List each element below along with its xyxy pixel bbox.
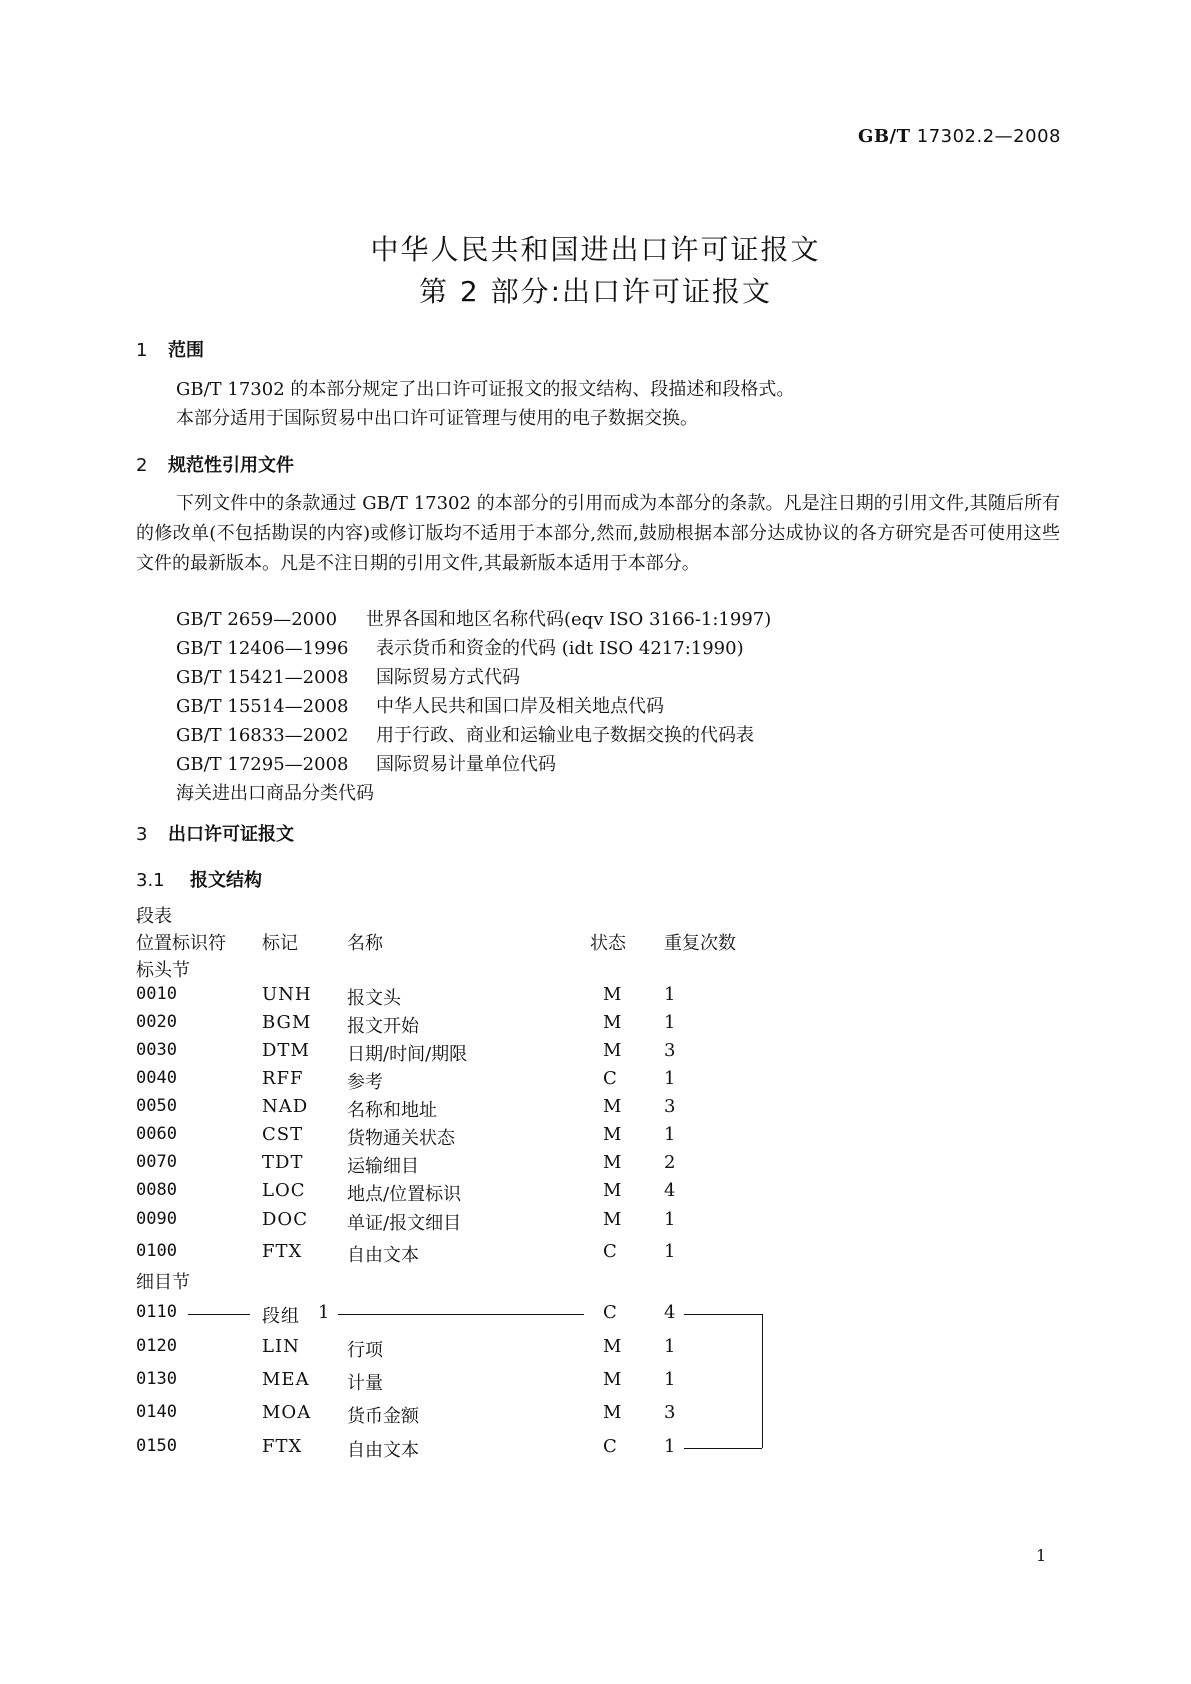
- table-row: 0070 TDT 运输细目 M 2: [136, 1152, 676, 1177]
- reference-item: GB/T 15421—2008 国际贸易方式代码: [176, 667, 520, 688]
- reference-item: GB/T 2659—2000 世界各国和地区名称代码(eqv ISO 3166-1:1997): [176, 609, 772, 630]
- table-row: 0050 NAD 名称和地址 M 3: [136, 1096, 676, 1121]
- table-row: 0030 DTM 日期/时间/期限 M 3: [136, 1040, 676, 1065]
- section-3-1-heading: 3.1 报文结构: [136, 870, 262, 891]
- table-row: 0060 CST 货物通关状态 M 1: [136, 1124, 676, 1149]
- detail-section-label: 细目节: [136, 1272, 190, 1293]
- col-header-repeat: 重复次数: [664, 933, 736, 954]
- group-connector-line: [338, 1314, 584, 1315]
- table-row: 0040 RFF 参考 C 1: [136, 1068, 676, 1093]
- table-row: 0120 LIN 行项 M 1: [136, 1336, 676, 1361]
- table-row: 0080 LOC 地点/位置标识 M 4: [136, 1180, 676, 1205]
- col-header-status: 状态: [590, 933, 626, 954]
- table-row: 0010 UNH 报文头 M 1: [136, 984, 676, 1009]
- section-1-para-1: GB/T 17302 的本部分规定了出口许可证报文的报文结构、段描述和段格式。: [176, 379, 795, 400]
- reference-item: GB/T 12406—1996 表示货币和资金的代码 (idt ISO 4217:1990): [176, 638, 744, 659]
- group-bracket-side: [762, 1314, 763, 1448]
- reference-item: GB/T 15514—2008 中华人民共和国口岸及相关地点代码: [176, 696, 664, 717]
- reference-item: GB/T 16833—2002 用于行政、商业和运输业电子数据交换的代码表: [176, 725, 754, 746]
- reference-item: 海关进出口商品分类代码: [176, 783, 374, 804]
- reference-item: GB/T 17295—2008 国际贸易计量单位代码: [176, 754, 556, 775]
- section-2-body: 下列文件中的条款通过 GB/T 17302 的本部分的引用而成为本部分的条款。凡是注日期的引用文件,其随后所有的修改单(不包括勘误的内容)或修订版均不适用于本部分,然而,鼓励根据本部分达成协议的各方研究是否可使用这些文件的最新版本。凡是不注日期的引用文件,其最新版本适用于本部分。: [136, 493, 1060, 574]
- section-3-heading: 3 出口许可证报文: [136, 824, 294, 845]
- col-header-pos: 位置标识符: [136, 933, 226, 954]
- page-number: 1: [1036, 1546, 1047, 1565]
- table-row: 0140 MOA 货币金额 M 3: [136, 1402, 676, 1427]
- head-section-label: 标头节: [136, 960, 190, 981]
- table-caption: 段表: [136, 906, 172, 927]
- table-row: 0020 BGM 报文开始 M 1: [136, 1012, 676, 1037]
- title-line-2: 第 2 部分:出口许可证报文: [418, 275, 773, 308]
- table-row: 0130 MEA 计量 M 1: [136, 1369, 676, 1394]
- group-connector-line: [188, 1314, 250, 1315]
- section-1-heading: 1 范围: [136, 340, 204, 361]
- section-1-para-2: 本部分适用于国际贸易中出口许可证管理与使用的电子数据交换。: [176, 408, 698, 429]
- col-header-tag: 标记: [262, 933, 298, 954]
- segment-group-row: 0110 段组 1 C 4: [136, 1302, 676, 1327]
- group-bracket-bottom: [684, 1448, 762, 1449]
- table-row: 0100 FTX 自由文本 C 1: [136, 1241, 676, 1266]
- col-header-name: 名称: [347, 933, 383, 954]
- table-row: 0090 DOC 单证/报文细目 M 1: [136, 1209, 676, 1234]
- standard-code: GB/T 17302.2—2008: [857, 126, 1061, 147]
- group-bracket-top: [684, 1314, 762, 1315]
- section-2-heading: 2 规范性引用文件: [136, 455, 294, 476]
- table-row: 0150 FTX 自由文本 C 1: [136, 1436, 676, 1461]
- title-line-1: 中华人民共和国进出口许可证报文: [370, 233, 821, 266]
